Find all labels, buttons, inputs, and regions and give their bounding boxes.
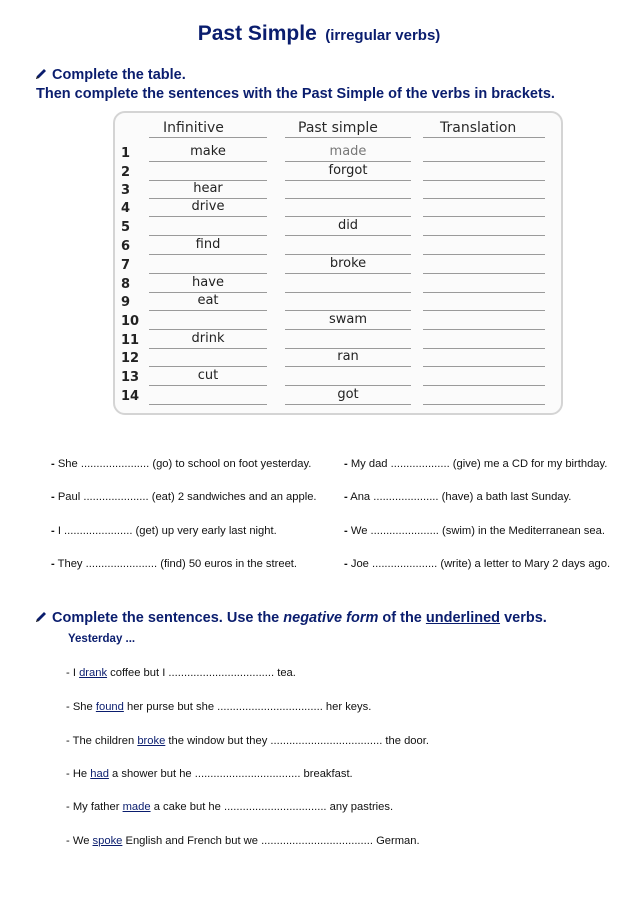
negative-pre: - I [66,667,76,679]
negative-sentence [66,735,429,747]
sentence-dash: - [344,458,348,470]
answer-line[interactable] [149,366,267,367]
answer-line[interactable] [423,216,545,217]
page-title [0,22,638,46]
answer-line[interactable] [149,404,267,405]
row-number: 14 [121,389,140,404]
row-number: 11 [121,333,140,348]
answer-line[interactable] [285,254,411,255]
row-number: 6 [121,239,131,254]
answer-line[interactable] [285,235,411,236]
negative-pre: - The children [66,735,135,747]
underlined-verb: spoke [92,835,123,847]
row-number: 10 [121,314,140,329]
row-number: 4 [121,201,131,216]
infinitive-cell: have [192,275,224,290]
sentence-text: Ana ..................... (have) a bath last Sunday. [350,491,572,503]
header-translation: Translation [440,120,517,136]
past-simple-cell: made [329,144,367,159]
negative-post: English and French but we .................................... German. [125,835,420,847]
past-simple-cell: got [337,387,359,402]
answer-line[interactable] [149,273,267,274]
sentence-text: My dad ................... (give) me a CD for my birthday. [350,458,608,470]
answer-line[interactable] [285,366,411,367]
sentence-left [51,491,317,503]
answer-line[interactable] [149,216,267,217]
sentence-dash: - [51,525,55,537]
answer-line[interactable] [149,310,267,311]
answer-line[interactable] [149,161,267,162]
answer-line[interactable] [423,273,545,274]
past-simple-cell: did [337,218,359,233]
answer-line[interactable] [285,329,411,330]
past-simple-cell: swam [328,312,368,327]
underlined-verb: found [95,701,124,713]
sentence-left [51,525,277,537]
answer-line[interactable] [423,404,545,405]
infinitive-cell: eat [197,293,219,308]
header-line [423,137,545,138]
answer-line[interactable] [285,180,411,181]
section1-line1: Complete the table. [52,67,186,83]
negative-pre: - We [66,835,90,847]
answer-line[interactable] [285,292,411,293]
header-infinitive: Infinitive [163,120,224,136]
past-simple-cell: ran [337,349,359,364]
past-simple-cell: forgot [328,163,368,178]
header-line [149,137,267,138]
sentence-dash: - [51,458,55,470]
negative-pre: - He [66,768,88,780]
underlined-verb: had [90,768,109,780]
answer-line[interactable] [285,198,411,199]
sentence-left [51,558,297,570]
answer-line[interactable] [423,235,545,236]
sentence-right [344,558,610,570]
answer-line[interactable] [149,329,267,330]
infinitive-cell: drive [191,199,225,214]
answer-line[interactable] [423,329,545,330]
sentence-text: I ...................... (get) up very early last night. [57,525,277,537]
answer-line[interactable] [285,216,411,217]
negative-pre: - She [66,701,93,713]
sentence-dash: - [344,525,348,537]
answer-line[interactable] [423,366,545,367]
header-past-simple: Past simple [298,120,378,136]
row-number: 8 [121,277,131,292]
answer-line[interactable] [149,254,267,255]
negative-sentence [66,701,371,713]
sentence-dash: - [344,558,348,570]
negative-sentence [66,801,393,813]
sentence-dash: - [51,491,55,503]
row-number: 13 [121,370,140,385]
row-number: 12 [121,351,140,366]
sentence-right [344,525,605,537]
section2-part2: of the [382,610,422,626]
sentence-dash: - [344,491,348,503]
sentence-right [344,458,607,470]
answer-line[interactable] [149,235,267,236]
row-number: 1 [121,146,131,161]
row-number: 9 [121,295,131,310]
underlined-verb: made [122,801,151,813]
answer-line[interactable] [423,385,545,386]
row-number: 7 [121,258,131,273]
sentence-left [51,458,311,470]
section2-underlined: underlined [425,610,501,626]
answer-line[interactable] [285,310,411,311]
answer-line[interactable] [285,404,411,405]
answer-line[interactable] [423,198,545,199]
negative-sentence [66,835,420,847]
section2-part3: verbs. [504,610,547,626]
negative-post: a shower but he .................................. breakfast. [112,768,353,780]
title-sub: (irregular verbs) [325,27,441,44]
row-number: 3 [121,183,131,198]
answer-line[interactable] [285,273,411,274]
negative-post: coffee but I .................................. tea. [110,667,296,679]
pencil-icon [34,67,48,81]
answer-line[interactable] [423,292,545,293]
negative-sentence [66,768,353,780]
section2-negative-form: negative form [283,610,379,626]
infinitive-cell: hear [193,181,223,196]
answer-line[interactable] [285,161,411,162]
negative-post: her purse but she .................................. her keys. [126,701,372,713]
sentence-text: Joe ..................... (write) a letter to Mary 2 days ago. [350,558,611,570]
infinitive-cell: find [195,237,221,252]
underlined-verb: drank [79,667,108,679]
answer-line[interactable] [423,254,545,255]
answer-line[interactable] [285,385,411,386]
negative-pre: - My father [66,801,120,813]
header-line [285,137,411,138]
infinitive-cell: cut [197,368,219,383]
title-main: Past Simple [197,22,317,45]
sentence-text: We ...................... (swim) in the Mediterranean sea. [350,525,605,537]
table-row [115,389,561,408]
section2-instructions [34,609,547,628]
sentence-text: She ...................... (go) to school on foot yesterday. [57,458,312,470]
answer-line[interactable] [149,348,267,349]
sentence-right [344,491,571,503]
negative-sentence [66,667,296,679]
sentence-text: They ....................... (find) 50 euros in the street. [57,558,298,570]
negative-post: the window but they .................................... the door. [168,735,429,747]
past-simple-cell: broke [329,256,367,271]
answer-line[interactable] [423,348,545,349]
yesterday-label: Yesterday ... [68,633,136,645]
verb-table [113,111,563,415]
answer-line[interactable] [149,385,267,386]
answer-line[interactable] [423,161,545,162]
section1-instructions [34,66,555,104]
answer-line[interactable] [423,180,545,181]
sentence-dash: - [51,558,55,570]
answer-line[interactable] [423,310,545,311]
infinitive-cell: make [190,144,226,159]
negative-post: a cake but he ................................. any pastries. [153,801,394,813]
row-number: 2 [121,165,131,180]
section1-line2: Then complete the sentences with the Past Simple of the verbs in brackets. [36,86,555,102]
underlined-verb: broke [137,735,166,747]
section2-part1: Complete the sentences. Use the [52,610,280,626]
infinitive-cell: drink [191,331,225,346]
sentence-text: Paul ..................... (eat) 2 sandwiches and an apple. [57,491,317,503]
row-number: 5 [121,220,131,235]
pencil-icon [34,610,48,624]
